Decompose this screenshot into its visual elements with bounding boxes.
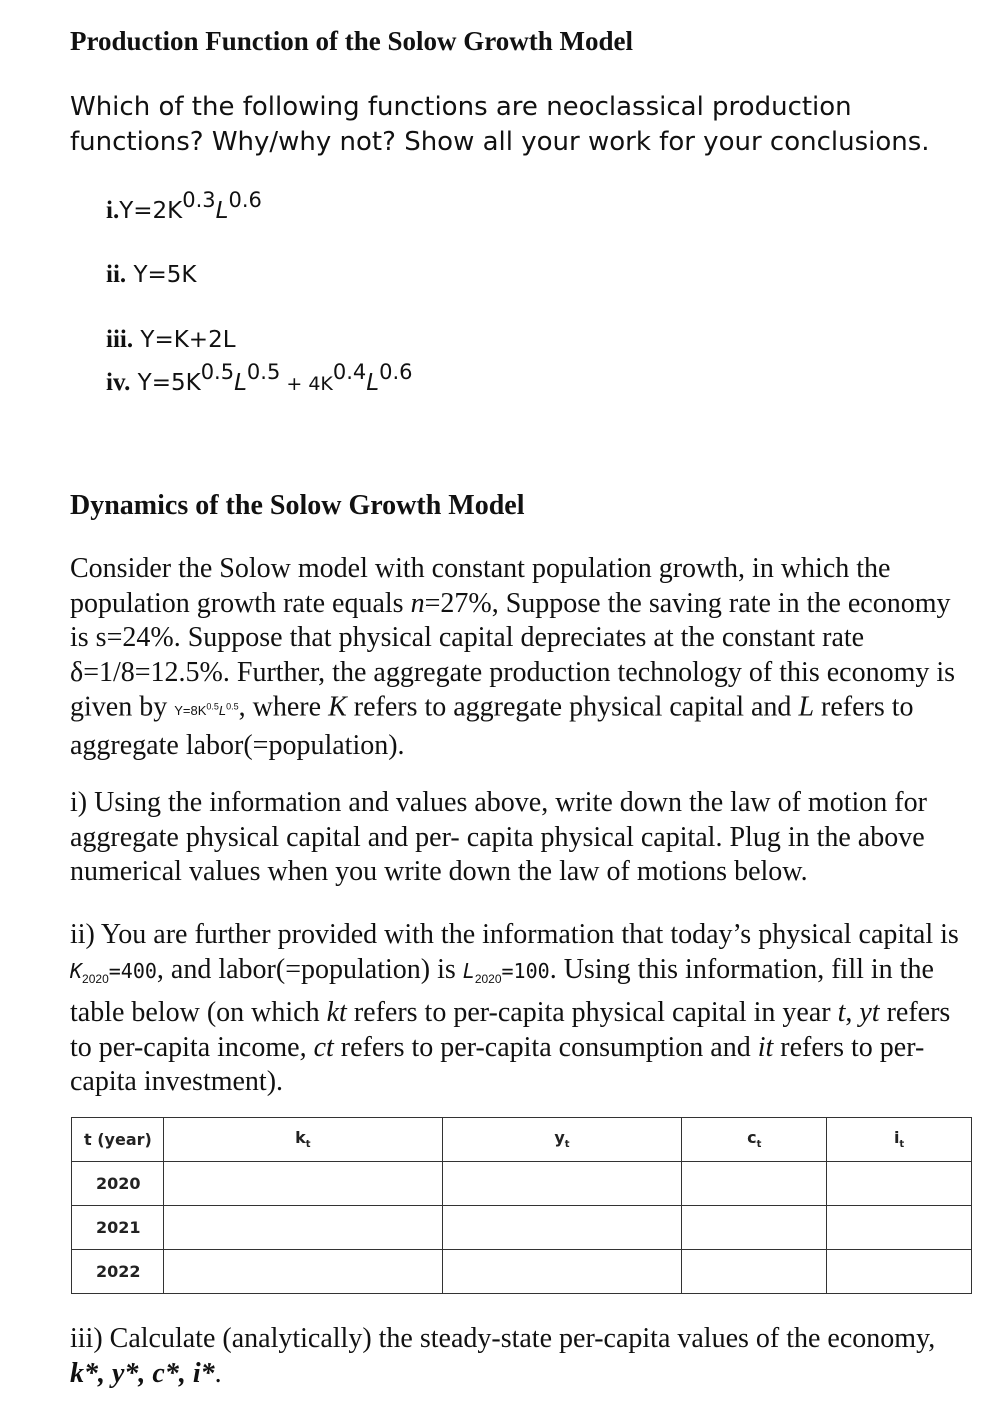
yt-input-cell[interactable] [442, 1250, 682, 1294]
item-label: ii. [106, 261, 127, 288]
section1-question: Which of the following functions are neoclassical production functions? Why/why not? Show all your work for your conclusions. [70, 92, 930, 157]
header-yt: $y_t$ [442, 1118, 682, 1162]
model-description: Consider the Solow model with constant population growth, in which the population growth rate equals n=27%, Suppose the saving rate in the economy is s=24%. Suppose that physical capital depreciates at the constant rate δ=1/8=12.5%. Further, the aggregate production technology of this economy is given by $Y=8K^{0.5}L^{0.5}$, where K refers to aggregate physical capital and L refers to aggregate labor(=population). [70, 553, 956, 761]
function-item-i: $i.Y=2K^{0.3}L^{0.6}$ [106, 188, 262, 224]
table-header-row [72, 1118, 972, 1162]
ct-input-cell[interactable] [682, 1206, 827, 1250]
kt-input-cell[interactable] [163, 1250, 442, 1294]
function-item-iv: iv. $Y=5K^{0.5}L^{0.5} + 4K^{0.4}L^{0.6}$ [106, 360, 413, 396]
header-ct: $c_t$ [682, 1118, 827, 1162]
header-it: $i_t$ [827, 1118, 972, 1162]
yt-input-cell[interactable] [442, 1162, 682, 1206]
header-kt: $k_t$ [163, 1118, 442, 1162]
year-cell: 2022 [72, 1250, 164, 1294]
header-year: t (year) [72, 1118, 164, 1162]
yt-input-cell[interactable] [442, 1206, 682, 1250]
ct-input-cell[interactable] [682, 1250, 827, 1294]
table-row [72, 1162, 972, 1206]
section2-title: Dynamics of the Solow Growth Model [70, 490, 525, 521]
item-label: i. [106, 197, 120, 224]
it-input-cell[interactable] [827, 1206, 972, 1250]
ct-input-cell[interactable] [682, 1162, 827, 1206]
it-input-cell[interactable] [827, 1250, 972, 1294]
item-label: iii. [106, 326, 134, 353]
function-item-iii: iii. Y=K+2L [106, 326, 236, 353]
it-input-cell[interactable] [827, 1162, 972, 1206]
answer-table [71, 1117, 972, 1294]
function-item-ii: ii. Y=5K [106, 261, 197, 288]
kt-input-cell[interactable] [163, 1206, 442, 1250]
year-cell: 2020 [72, 1162, 164, 1206]
table-row [72, 1250, 972, 1294]
question-i: i) Using the information and values above, write down the law of motion for aggregate physical capital and per- capita physical capital. Plug in the above numerical values when you write down the law of motions below. [70, 787, 927, 887]
table-row [72, 1206, 972, 1250]
question-iii: iii) Calculate (analytically) the steady-state per-capita values of the economy, k*, y*, c*, i*. [70, 1323, 936, 1389]
kt-input-cell[interactable] [163, 1162, 442, 1206]
year-cell: 2021 [72, 1206, 164, 1250]
question-ii: ii) You are further provided with the information that today’s physical capital is $K_{2020}=400$, and labor(=population) is $L_{2020}=100$. Using this information, fill in the table below (on which kt refers to per-capita physical capital in year t, yt refers to per-capita income, ct refers to per-capita consumption and it refers to per- capita investment). [70, 919, 959, 1097]
section1-title: Production Function of the Solow Growth Model [70, 26, 634, 56]
item-label: iv. [106, 369, 131, 396]
